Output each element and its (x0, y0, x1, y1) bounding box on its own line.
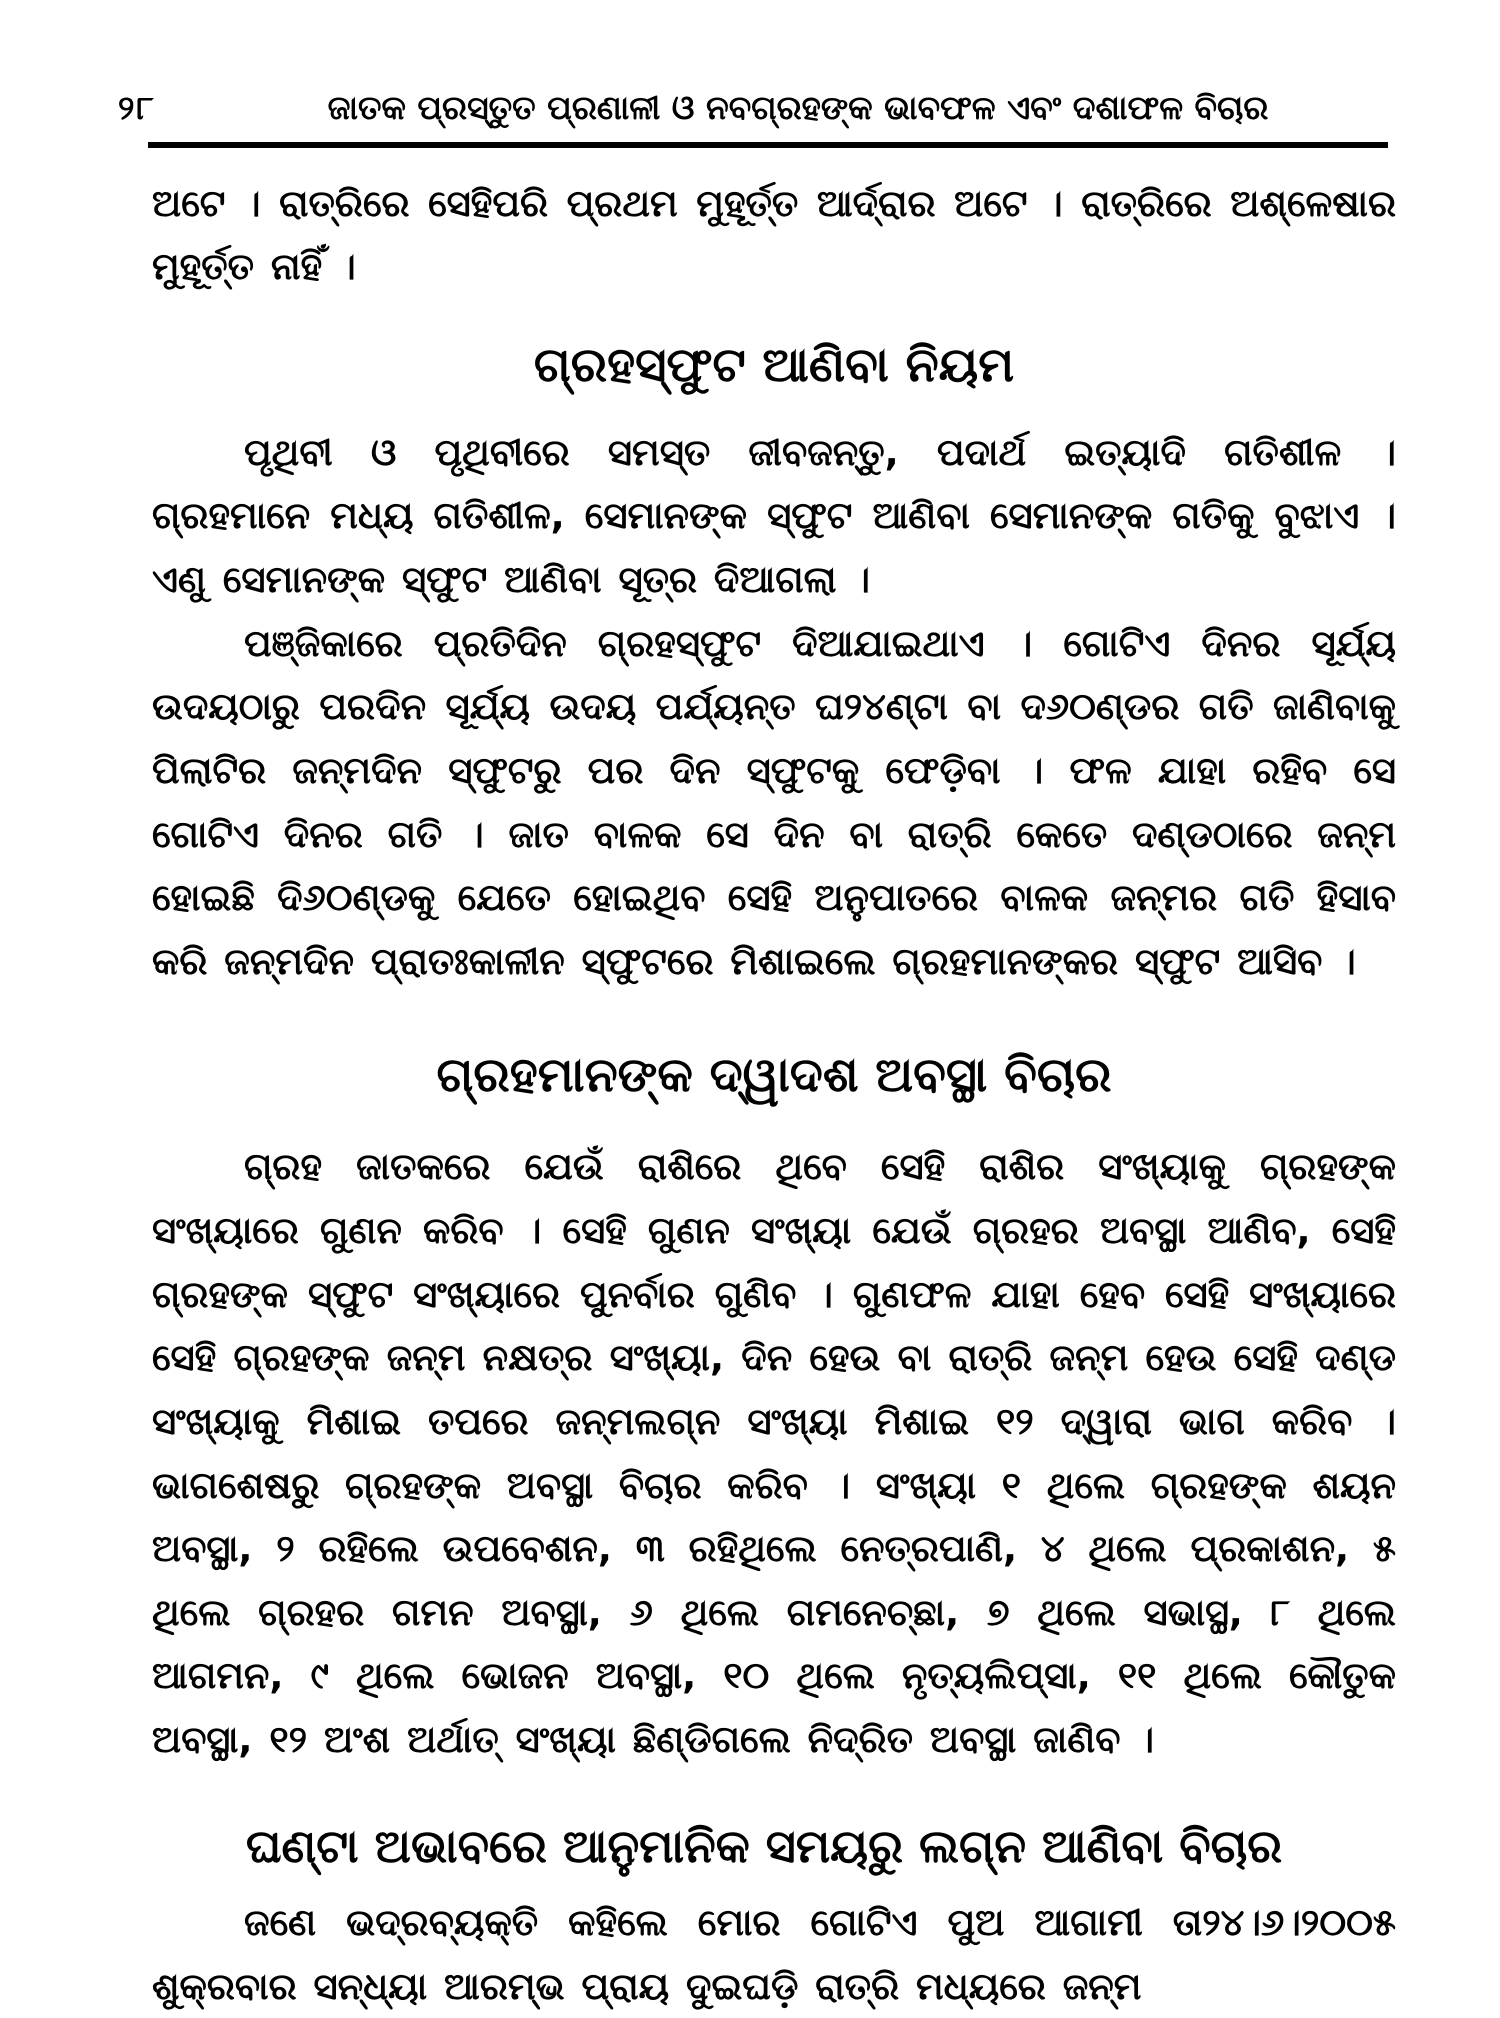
intro-paragraph: ଅଟେ । ରାତ୍ରିରେ ସେହିପରି ପ୍ରଥମ ମୁହୂର୍ତ୍ତ ଆର୍ଦ୍ରାର ଅଟେ । ରାତ୍ରିରେ ଅଶ୍ଳେଷାର ମୁହୂର୍ତ୍ତ ନାହିଁ । (152, 181, 1396, 289)
running-title: ଜାତକ ପ୍ରସ୍ତୁତ ପ୍ରଣାଳୀ ଓ ନବଗ୍ରହଙ୍କ ଭାବଫଳ ଏବଂ ଦଶାଫଳ ବିଚାର (327, 88, 1269, 127)
paragraph: ପୃଥିବୀ ଓ ପୃଥିବୀରେ ସମସ୍ତ ଜୀବଜନ୍ତୁ, ପଦାର୍ଥ ଇତ୍ୟାଦି ଗତିଶୀଳ । ଗ୍ରହମାନେ ମଧ୍ୟ ଗତିଶୀଳ, ସେମାନଙ୍କ ସ୍ଫୁଟ ଆଣିବା ସେମାନଙ୍କ ଗତିକୁ ବୁଝାଏ । ଏଣୁ ସେମାନଙ୍କ ସ୍ଫୁଟ ଆଣିବା ସୂତ୍ର ଦିଆଗଲା । (152, 430, 1396, 602)
section-heading-lagna-aniba: ଘଣ୍ଟା ଅଭାବରେ ଆନୁମାନିକ ସମୟରୁ ଲଗ୍ନ ଆଣିବା ବିଚାର (245, 1818, 1283, 1873)
section-heading-dwadasha-avastha: ଗ୍ରହମାନଙ୍କ ଦ୍ୱାଦଶ ଅବସ୍ଥା ବିଚାର (436, 1047, 1112, 1104)
paragraph: ପଞ୍ଜିକାରେ ପ୍ରତିଦିନ ଗ୍ରହସ୍ଫୁଟ ଦିଆଯାଇଥାଏ । ଗୋଟିଏ ଦିନର ସୂର୍ଯ୍ୟ ଉଦୟଠାରୁ ପରଦିନ ସୂର୍ଯ୍ୟ ଉଦୟ ପର୍ଯ୍ୟନ୍ତ ଘ୨୪ଣ୍ଟା ବା ଦ୬୦ଣ୍ଡର ଗତି ଜାଣିବାକୁ ପିଲାଟିର ଜନ୍ମଦିନ ସ୍ଫୁଟରୁ ପର ଦିନ ସ୍ଫୁଟକୁ ଫେଡ଼ିବା । ଫଳ ଯାହା ରହିବ ସେ ଗୋଟିଏ ଦିନର ଗତି । ଜାତ ବାଳକ ସେ ଦିନ ବା ରାତ୍ରି କେତେ ଦଣ୍ଡଠାରେ ଜନ୍ମ ହୋଇଛି ଦି୬୦ଣ୍ଡକୁ ଯେତେ ହୋଇଥିବ ସେହି ଅନୁପାତରେ ବାଳକ ଜନ୍ମର ଗତି ହିସାବ କରି ଜନ୍ମଦିନ ପ୍ରାତଃକାଳୀନ ସ୍ଫୁଟରେ ମିଶାଇଲେ ଗ୍ରହମାନଙ୍କର ସ୍ଫୁଟ ଆସିବ । (152, 621, 1396, 983)
paragraph: ଜଣେ ଭଦ୍ରବ୍ୟକ୍ତି କହିଲେ ମୋର ଗୋଟିଏ ପୁଅ ଆଗାମୀ ତା୨୪।୬।୨୦୦୫ ଶୁକ୍ରବାର ସନ୍ଧ୍ୟା ଆରମ୍ଭ ପ୍ରାୟ ଦୁଇଘଡ଼ି ରାତ୍ରି ମଧ୍ୟରେ ଜନ୍ମ (152, 1901, 1396, 2008)
page-header (118, 88, 1398, 128)
page-number: ୨୮ (118, 88, 156, 127)
header-rule (148, 142, 1388, 148)
paragraph: ଗ୍ରହ ଜାତକରେ ଯେଉଁ ରାଶିରେ ଥିବେ ସେହି ରାଶିର ସଂଖ୍ୟାକୁ ଗ୍ରହଙ୍କ ସଂଖ୍ୟାରେ ଗୁଣନ କରିବ । ସେହି ଗୁଣନ ସଂଖ୍ୟା ଯେଉଁ ଗ୍ରହର ଅବସ୍ଥା ଆଣିବ, ସେହି ଗ୍ରହଙ୍କ ସ୍ଫୁଟ ସଂଖ୍ୟାରେ ପୁନର୍ବାର ଗୁଣିବ । ଗୁଣଫଳ ଯାହା ହେବ ସେହି ସଂଖ୍ୟାରେ ସେହି ଗ୍ରହଙ୍କ ଜନ୍ମ ନକ୍ଷତ୍ର ସଂଖ୍ୟା, ଦିନ ହେଉ ବା ରାତ୍ରି ଜନ୍ମ ହେଉ ସେହି ଦଣ୍ଡ ସଂଖ୍ୟାକୁ ମିଶାଇ ତପରେ ଜନ୍ମଲଗ୍ନ ସଂଖ୍ୟା ମିଶାଇ ୧୨ ଦ୍ୱାରା ଭାଗ କରିବ । ଭାଗଶେଷରୁ ଗ୍ରହଙ୍କ ଅବସ୍ଥା ବିଚାର କରିବ । ସଂଖ୍ୟା ୧ ଥିଲେ ଗ୍ରହଙ୍କ ଶୟନ ଅବସ୍ଥା, ୨ ରହିଲେ ଉପବେଶନ, ୩ ରହିଥିଲେ ନେତ୍ରପାଣି, ୪ ଥିଲେ ପ୍ରକାଶନ, ୫ ଥିଲେ ଗ୍ରହର ଗମନ ଅବସ୍ଥା, ୬ ଥିଲେ ଗମନେଚ୍ଛା, ୭ ଥିଲେ ସଭାସ୍ଥ, ୮ ଥିଲେ ଆଗମନ, ୯ ଥିଲେ ଭୋଜନ ଅବସ୍ଥା, ୧୦ ଥିଲେ ନୃତ୍ୟଲିପ୍ସା, ୧୧ ଥିଲେ କୌତୁକ ଅବସ୍ଥା, ୧୨ ଅଂଶ ଅର୍ଥାତ୍ ସଂଖ୍ୟା ଛିଣ୍ଡିଗଲେ ନିଦ୍ରିତ ଅବସ୍ଥା ଜାଣିବ । (152, 1145, 1396, 1762)
page-body (152, 172, 1396, 2018)
section-heading-grahasphuta: ଗ୍ରହସ୍ଫୁଟ ଆଣିବା ନିୟମ (533, 336, 1015, 393)
